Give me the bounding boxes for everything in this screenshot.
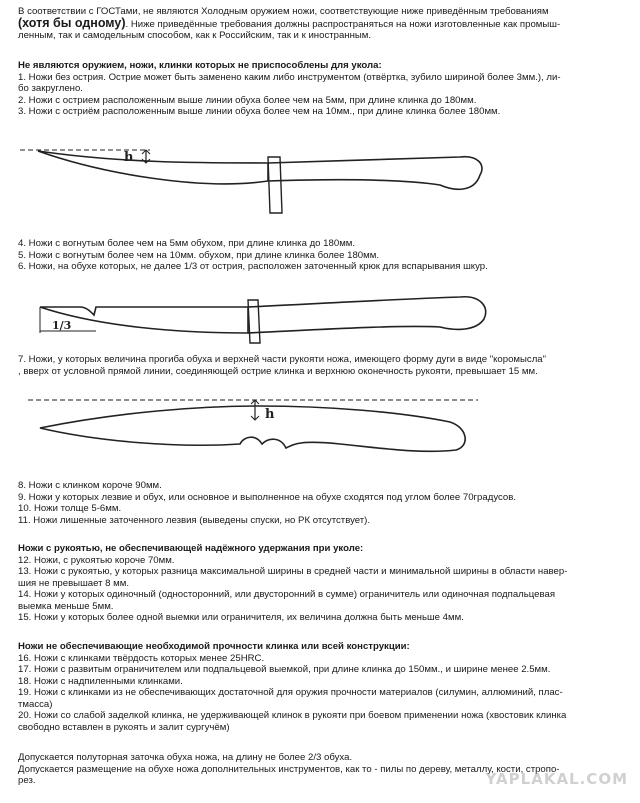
list-item: 20. Ножи со слабой заделкой клинка, не удерживающей клинок в рукояти при боевом применении ножа (хвостовик клинка <box>18 710 567 721</box>
list-item: 5. Ножи с вогнутым более чем на 10мм. обухом, при длине клинка более 180мм. <box>18 249 380 261</box>
list-item: 16. Ножи с клинками твёрдость которых менее 25HRC. <box>18 652 265 664</box>
intro-paragraph <box>18 6 623 42</box>
list-item: , вверх от условной прямой линии, соединяющей острие клинка и верхнюю оконечность рукояти, превышает 15 мм. <box>18 365 538 377</box>
fig1-label: h <box>124 150 134 165</box>
list-item: 12. Ножи, с рукоятью короче 70мм. <box>18 554 175 566</box>
section-1-heading: Не являются оружием, ножи, клинки которых не приспособлены для укола: <box>18 60 382 71</box>
list-item: 10. Ножи толще 5-6мм. <box>18 503 122 514</box>
knife-figure-gut-hook <box>0 285 640 350</box>
intro-line-1: В соответствии с ГОСТами, не являются Холодным оружием ножи, соответствующие ниже приведённым требованиям <box>18 6 549 17</box>
section-handle <box>18 543 623 624</box>
list-item: шия не превышает 8 мм. <box>18 577 130 589</box>
fig3-label: h <box>265 407 275 422</box>
list-item: 14. Ножи у которых одиночный (односторонний, или двусторонний в сумме) ограничитель или одиночная подпальцевая <box>18 589 556 600</box>
list-item: 3. Ножи с остриём расположенным выше линии обуха более чем на 10мм., при длине клинка более 180мм. <box>18 106 501 117</box>
list-item: 17. Ножи с развитым ограничителем или подпальцевой выемкой, при длине клинка до 150мм., и ширине менее 2.5мм. <box>18 664 551 675</box>
list-item: 8. Ножи с клинком короче 90мм. <box>18 480 162 491</box>
section-concave-spine <box>18 238 623 273</box>
list-item: бо закруглено. <box>18 83 83 94</box>
list-item: 9. Ножи у которых лезвие и обух, или основное и выполненное на обухе сходятся под углом более 70градусов. <box>18 491 517 503</box>
list-item: тмасса) <box>18 698 53 710</box>
fig2-label: 1/3 <box>52 319 72 332</box>
section-arched <box>18 354 623 377</box>
intro-line-3: ленным, так и самодельным способом, как к Российским, так и к иностранным. <box>18 30 372 41</box>
list-item: 11. Ножи лишенные заточенного лезвия (выведены спуски, но РК отсутствует). <box>18 514 371 526</box>
watermark: YAPLAKAL.COM <box>485 769 628 788</box>
section-blade-specs <box>18 480 623 526</box>
list-item: выемка меньше 5мм. <box>18 600 114 612</box>
list-item: 4. Ножи с вогнутым более чем на 5мм обухом, при длине клинка до 180мм. <box>18 238 356 249</box>
list-item: 2. Ножи с острием расположенным выше линии обуха более чем на 5мм, при длине клинка до 180мм. <box>18 94 477 106</box>
section-6-heading: Ножи не обеспечивающие необходимой прочности клинка или всей конструкции: <box>18 641 410 652</box>
list-item: рез. <box>18 775 36 786</box>
intro-emphasis: (хотя бы одному) <box>18 15 126 30</box>
list-item: 13. Ножи с рукоятью, у которых разница максимальной ширины в средней части и минимальной ширины в области навер- <box>18 566 568 577</box>
list-item: Допускается размещение на обухе ножа дополнительных инструментов, как то - пилы по дереву, металлу, кости, стропо- <box>18 763 560 775</box>
list-item: 18. Ножи с надпиленными клинками. <box>18 675 183 687</box>
knife-figure-rocker <box>0 392 640 472</box>
list-item: 1. Ножи без острия. Острие может быть заменено каким либо инструментом (отвёртка, зубило шириной более 3мм.), ли- <box>18 71 561 83</box>
knife-figure-raised-point <box>0 135 640 225</box>
list-item: 15. Ножи у которых более одной выемки или ограничителя, их величина должна быть меньше 4мм. <box>18 612 464 623</box>
list-item: Допускается полуторная заточка обуха ножа, на длину не более 2/3 обуха. <box>18 752 353 763</box>
list-item: свободно вставлен в рукоять и залит сургучём) <box>18 721 230 733</box>
section-no-point <box>18 60 623 118</box>
section-strength <box>18 641 623 733</box>
list-item: 6. Ножи, на обухе которых, не далее 1/3 от острия, расположен заточенный крюк для вспарывания шкур. <box>18 261 488 272</box>
list-item: 7. Ножи, у которых величина прогиба обуха и верхней части рукояти ножа, имеющего форму дуги в виде "коромысла" <box>18 354 547 365</box>
intro-line-2: . Ниже приведённые требования должны распространяться на ножи изготовленные как промыш- <box>125 18 561 30</box>
section-5-heading: Ножи с рукоятью, не обеспечивающей надёжного удержания при уколе: <box>18 543 364 554</box>
list-item: 19. Ножи с клинками из не обеспечивающих достаточной для оружия прочности материалов (силумин, аллюминий, плас- <box>18 687 563 698</box>
